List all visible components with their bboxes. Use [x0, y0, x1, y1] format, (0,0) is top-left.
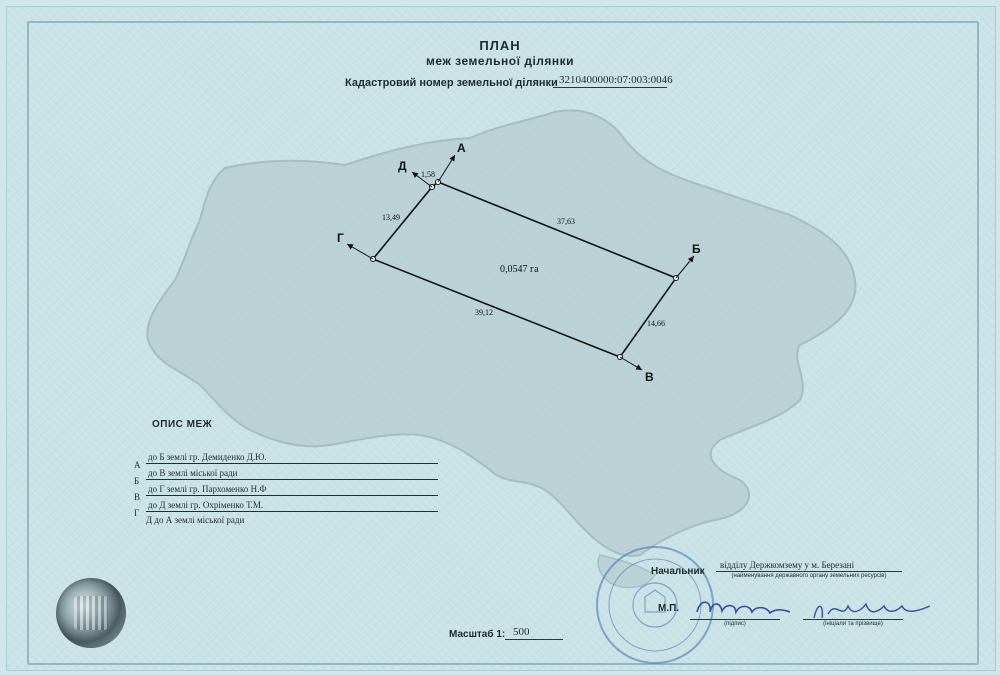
side-length-d-a: 1,58	[421, 170, 435, 179]
boundary-row-text: до Б землі гр. Демиденко Д.Ю.	[146, 452, 438, 464]
name-caption: (ініціали та прізвище)	[803, 619, 903, 627]
parcel-area: 0,0547 га	[500, 264, 539, 275]
document-subtitle: меж земельної ділянки	[425, 54, 575, 68]
cadastral-number-label: Кадастровий номер земельної ділянки	[345, 77, 558, 89]
boundary-row-text: до Г землі гр. Пархоменко Н.Ф	[146, 484, 438, 496]
vertex-label-d: Д	[398, 159, 407, 173]
scale-label: Масштаб 1:	[449, 629, 506, 640]
official-stamp	[597, 547, 713, 663]
chief-label: Начальник	[651, 566, 705, 577]
chief-organization: відділу Держкомзему у м. Березані	[716, 560, 902, 572]
side-length-a-b: 37,63	[557, 217, 575, 226]
signature-scribble	[697, 602, 790, 613]
side-length-v-g: 39,12	[475, 308, 493, 317]
vertex-label-g: Г	[337, 231, 344, 245]
scale-value: 500	[505, 626, 563, 640]
vertex-label-a: А	[457, 141, 466, 155]
boundary-row-text: до Д землі гр. Охріменко Т.М.	[146, 500, 438, 512]
boundary-row-text: до В землі міської ради	[146, 468, 438, 480]
cadastral-number-value: 3210400000:07:003:0046	[553, 73, 667, 88]
signature-caption: (підпис)	[690, 619, 780, 627]
hologram-seal	[56, 578, 126, 648]
boundary-row-letter: Б	[134, 476, 140, 486]
side-length-g-d: 13,49	[382, 213, 400, 222]
vertex-label-b: Б	[692, 242, 701, 256]
boundaries-heading: ОПИС МЕЖ	[152, 419, 213, 430]
boundary-row-letter: Г	[134, 508, 140, 518]
boundary-row-last: Д до А землі міської ради	[146, 515, 245, 525]
document-title: ПЛАН	[479, 38, 521, 53]
boundary-row-letter: А	[134, 460, 141, 470]
boundary-row-letter: В	[134, 492, 141, 502]
side-length-b-v: 14,66	[647, 319, 665, 328]
vertex-label-v: В	[645, 370, 654, 384]
handwritten-name	[814, 604, 930, 618]
stamp-place-label: М.П.	[658, 603, 680, 614]
chief-organization-note: (найменування державного органу земельних ресурсів)	[731, 573, 887, 579]
